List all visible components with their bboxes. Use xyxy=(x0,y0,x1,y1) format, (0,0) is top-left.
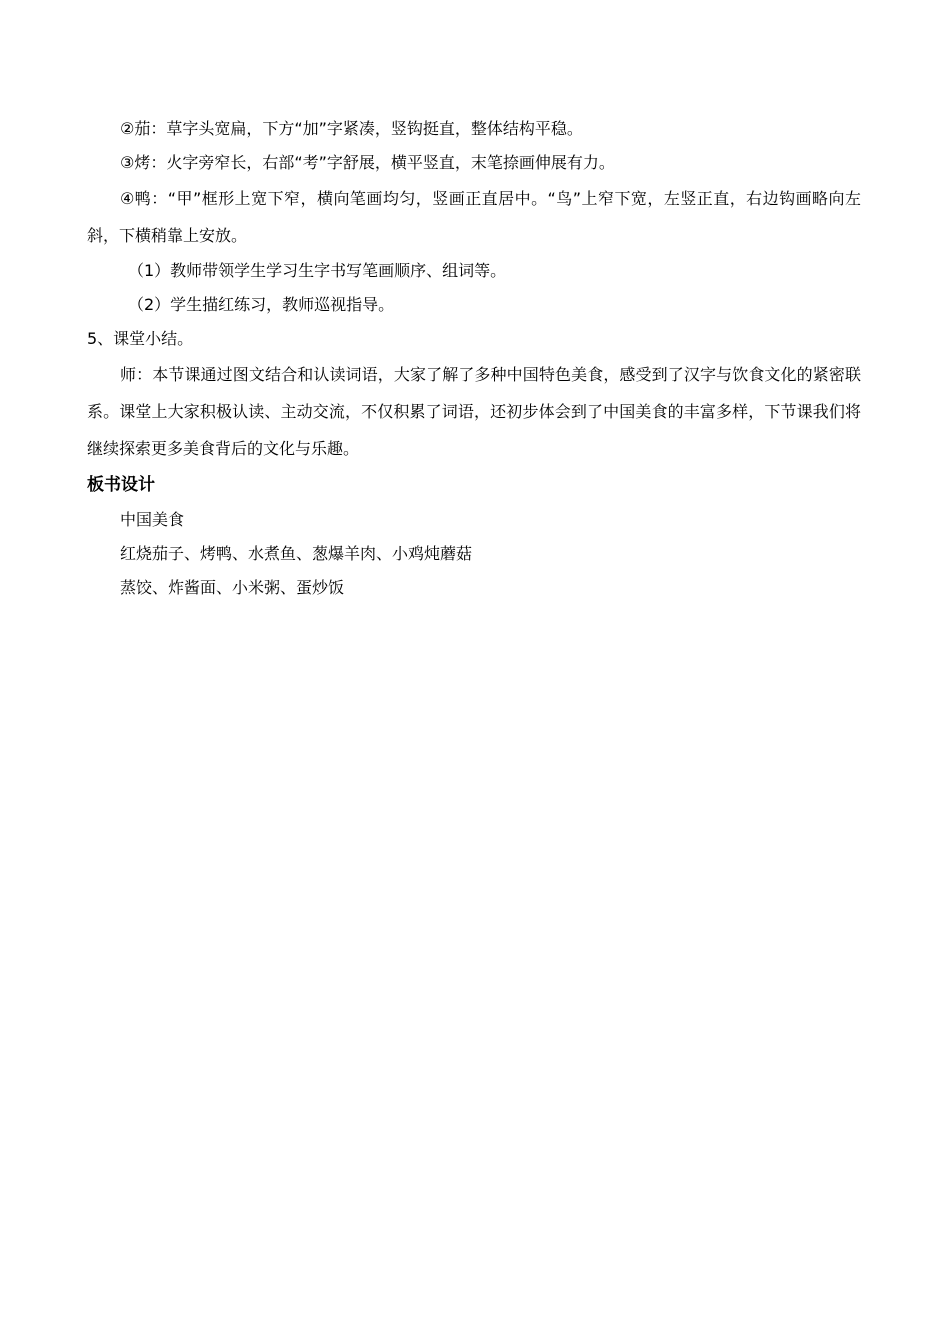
board-design-line-2: 蒸饺、炸酱面、小米粥、蛋炒饭 xyxy=(120,578,345,597)
writing-guide-qie: ②茄：草字头宽扁，下方“加”字紧凑，竖钩挺直，整体结构平稳。 xyxy=(120,119,583,138)
summary-text: 师：本节课通过图文结合和认读词语，大家了解了多种中国特色美食，感受到了汉字与饮食文化的紧密联系。课堂上大家积极认读、主动交流，不仅积累了词语，还初步体会到了中国美食的丰富多样，下节课我们将继续探索更多美食背后的文化与乐趣。 xyxy=(87,365,861,458)
document-page xyxy=(87,112,861,605)
board-design-title: 中国美食 xyxy=(120,510,185,529)
writing-guide-kao: ③烤：火字旁窄长，右部“考”字舒展，横平竖直，末笔捺画伸展有力。 xyxy=(120,153,615,172)
step-2: （2）学生描红练习，教师巡视指导。 xyxy=(128,295,395,314)
step-1: （1）教师带领学生学习生字书写笔画顺序、组词等。 xyxy=(128,261,507,280)
board-design-heading: 板书设计 xyxy=(87,475,155,495)
board-design-line-1: 红烧茄子、烤鸭、水煮鱼、葱爆羊肉、小鸡炖蘑菇 xyxy=(120,544,473,563)
summary-title: 5、课堂小结。 xyxy=(87,329,194,348)
writing-guide-ya: ④鸭：“甲”框形上宽下窄，横向笔画均匀，竖画正直居中。“鸟”上窄下宽，左竖正直，右边钩画略向左斜，下横稍靠上安放。 xyxy=(87,189,861,245)
